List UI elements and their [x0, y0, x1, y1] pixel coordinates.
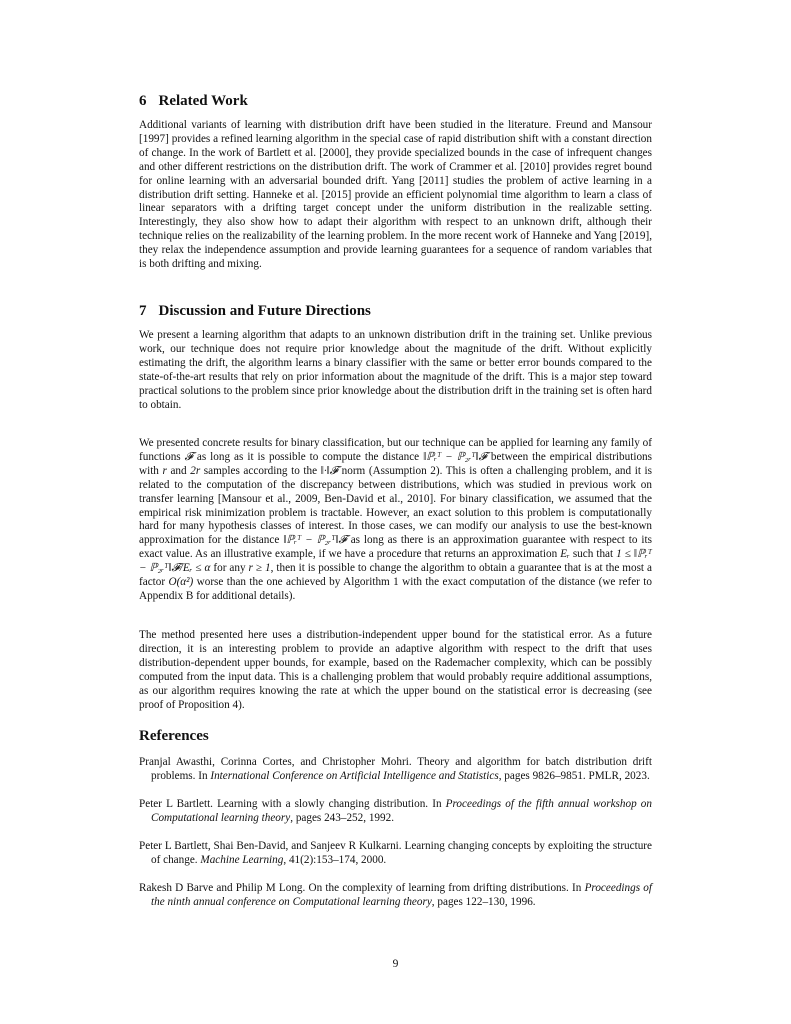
reference-details: , pages 9826–9851. PMLR, 2023. — [498, 770, 650, 782]
math-r: r — [162, 464, 167, 477]
math-Er: Eᵣ — [560, 548, 570, 561]
references-title: References — [139, 728, 209, 744]
paragraph-text: The method presented here uses a distribution-independent upper bound for the statistical error. As a future direction, it is an interesting problem to provide an adaptive algorithm with respect to the drift that uses distribution-dependent upper bounds, for example, based on the Rademacher complexity, which can be possibly computed from the input data. This is a challenging problem that would probably require additional assumptions, as our algorithm requires knowing the rate at which the upper bound on the statistical error is decreasing (see proof of Proposition 4). — [139, 629, 652, 711]
reference-text: Peter L Bartlett. Learning with a slowly changing distribution. In — [139, 798, 446, 810]
reference-item — [139, 755, 652, 783]
text-run: norm (Assumption 2). This is often a challenging problem, and it is related to the computation of the discrepancy between distributions, which was studied in previous work on transfer learning [Mansour et al., 2009, Ben-David et al., 2010]. For binary classification, we assumed that the empirical risk minimization problem is tractable. However, an exact solution to this problem is computationally hard for many hypothesis classes of interest. In those cases, we can modify our analysis to use the best-known approximation for the distance — [139, 464, 652, 547]
references-heading — [139, 727, 652, 745]
reference-details: , pages 122–130, 1996. — [431, 896, 536, 908]
related-work-paragraph — [139, 119, 652, 272]
reference-text: Rakesh D Barve and Philip M Long. On the complexity of learning from drifting distributions. In — [139, 882, 585, 894]
math-distance: ‖ℙᵣᵀ − ℙ₂ᵣᵀ‖𝓕 — [423, 450, 487, 463]
text-run: We presented concrete results for binary classification, but our technique can be applied for learning any family of functions — [139, 437, 652, 463]
section-title: Discussion and Future Directions — [158, 303, 371, 319]
math-2r: 2r — [190, 464, 201, 477]
reference-item — [139, 839, 652, 867]
discussion-paragraph-2 — [139, 437, 652, 604]
reference-text: Pranjal Awasthi, Corinna Cortes, and Christopher Mohri. Theory and algorithm for batch distribution drift problems. In — [139, 756, 652, 782]
math-O-alpha: O(α²) — [168, 576, 194, 589]
text-run: , then it is possible to change the algorithm to obtain a guarantee that is at the most a factor — [139, 562, 652, 589]
paragraph-text: We present a learning algorithm that adapts to an unknown distribution drift in the training set. Unlike previous work, our technique does not require prior knowledge about the magnitude of the drift. Without explicitly estimating the drift, the algorithm learns a binary classifier with the same or better error bounds compared to the state-of-the-art results that rely on prior information about the magnitude of the drift. This is a major step toward practical solutions to the problem since prior knowledge about the distribution drift in the training set is often hard to obtain. — [139, 329, 652, 411]
text-run: as long as it is possible to compute the distance — [192, 450, 424, 463]
reference-venue: Machine Learning — [200, 854, 284, 866]
paragraph-text: Additional variants of learning with distribution drift have been studied in the literature. Freund and Mansour [1997] provides a refined learning algorithm in the special case of rapid distribution shift with a constant direction of change. In the work of Bartlett et al. [2000], they provide specialized bounds in the case of infrequent changes and other different restrictions on the distribution drift. The work of Crammer et al. [2010] provides regret bound for online learning with an adversarial bounded drift. Yang [2011] studies the problem of active learning in a distribution drift setting. Hanneke et al. [2015] provide an efficient polynomial time algorithm to learn a class of linear separators with a drifting target concept under the uniform distribution in the realizable setting. Interestingly, they also show how to adapt their algorithm with respect to an unknown drift, although their technique relies on the realizability of the learning problem. In the more recent work of Hanneke and Yang [2019], they relax the independence assumption and provide learning guarantees for a sequence of random variables that is both drifting and mixing. — [139, 119, 652, 271]
reference-details: , pages 243–252, 1992. — [290, 812, 395, 824]
section-number: 7 — [139, 303, 147, 319]
paragraph-text — [139, 437, 652, 604]
reference-item — [139, 881, 652, 909]
reference-text: Peter L Bartlett, Shai Ben-David, and Sanjeev R Kulkarni. Learning changing concepts by exploiting the structure of change. — [139, 840, 652, 866]
text-run: and — [166, 464, 191, 477]
math-distance-2: ‖ℙᵣᵀ − ℙ₂ᵣᵀ‖𝓕 — [283, 534, 347, 547]
discussion-paragraph-3 — [139, 629, 652, 712]
text-run: for any — [210, 562, 249, 575]
reference-item — [139, 797, 652, 825]
reference-list — [139, 755, 652, 923]
page-number: 9 — [392, 958, 399, 970]
section-title: Related Work — [158, 93, 248, 109]
discussion-paragraph-1 — [139, 329, 652, 412]
section-6-heading — [139, 92, 652, 110]
text-run: between the empirical distributions with — [139, 450, 652, 477]
reference-details: , 41(2):153–174, 2000. — [283, 854, 387, 866]
section-number: 6 — [139, 93, 147, 109]
section-7-heading — [139, 302, 652, 320]
reference-venue: International Conference on Artificial Intelligence and Statistics — [210, 770, 499, 782]
math-norm-F: ‖·‖𝓕 — [320, 464, 339, 477]
math-F: 𝓕 — [184, 450, 193, 463]
math-r-ge-1: r ≥ 1 — [248, 562, 271, 575]
math-inequality: 1 ≤ ‖ℙᵣᵀ − ℙ₂ᵣᵀ‖𝓕/Eᵣ ≤ α — [139, 548, 652, 575]
text-run: samples according to the — [200, 464, 321, 477]
text-run: as long as there is an approximation guarantee with respect to its exact value. As an illustrative example, if we have a procedure that returns an approximation — [139, 534, 652, 561]
reference-venue: Proceedings of the ninth annual conference on Computational learning theory — [151, 882, 652, 908]
text-run: such that — [569, 548, 617, 561]
text-run: worse than the one achieved by Algorithm 1 with the exact computation of the distance (we refer to Appendix B for additional details). — [139, 576, 652, 602]
reference-venue: Proceedings of the fifth annual workshop on Computational learning theory — [151, 798, 652, 824]
